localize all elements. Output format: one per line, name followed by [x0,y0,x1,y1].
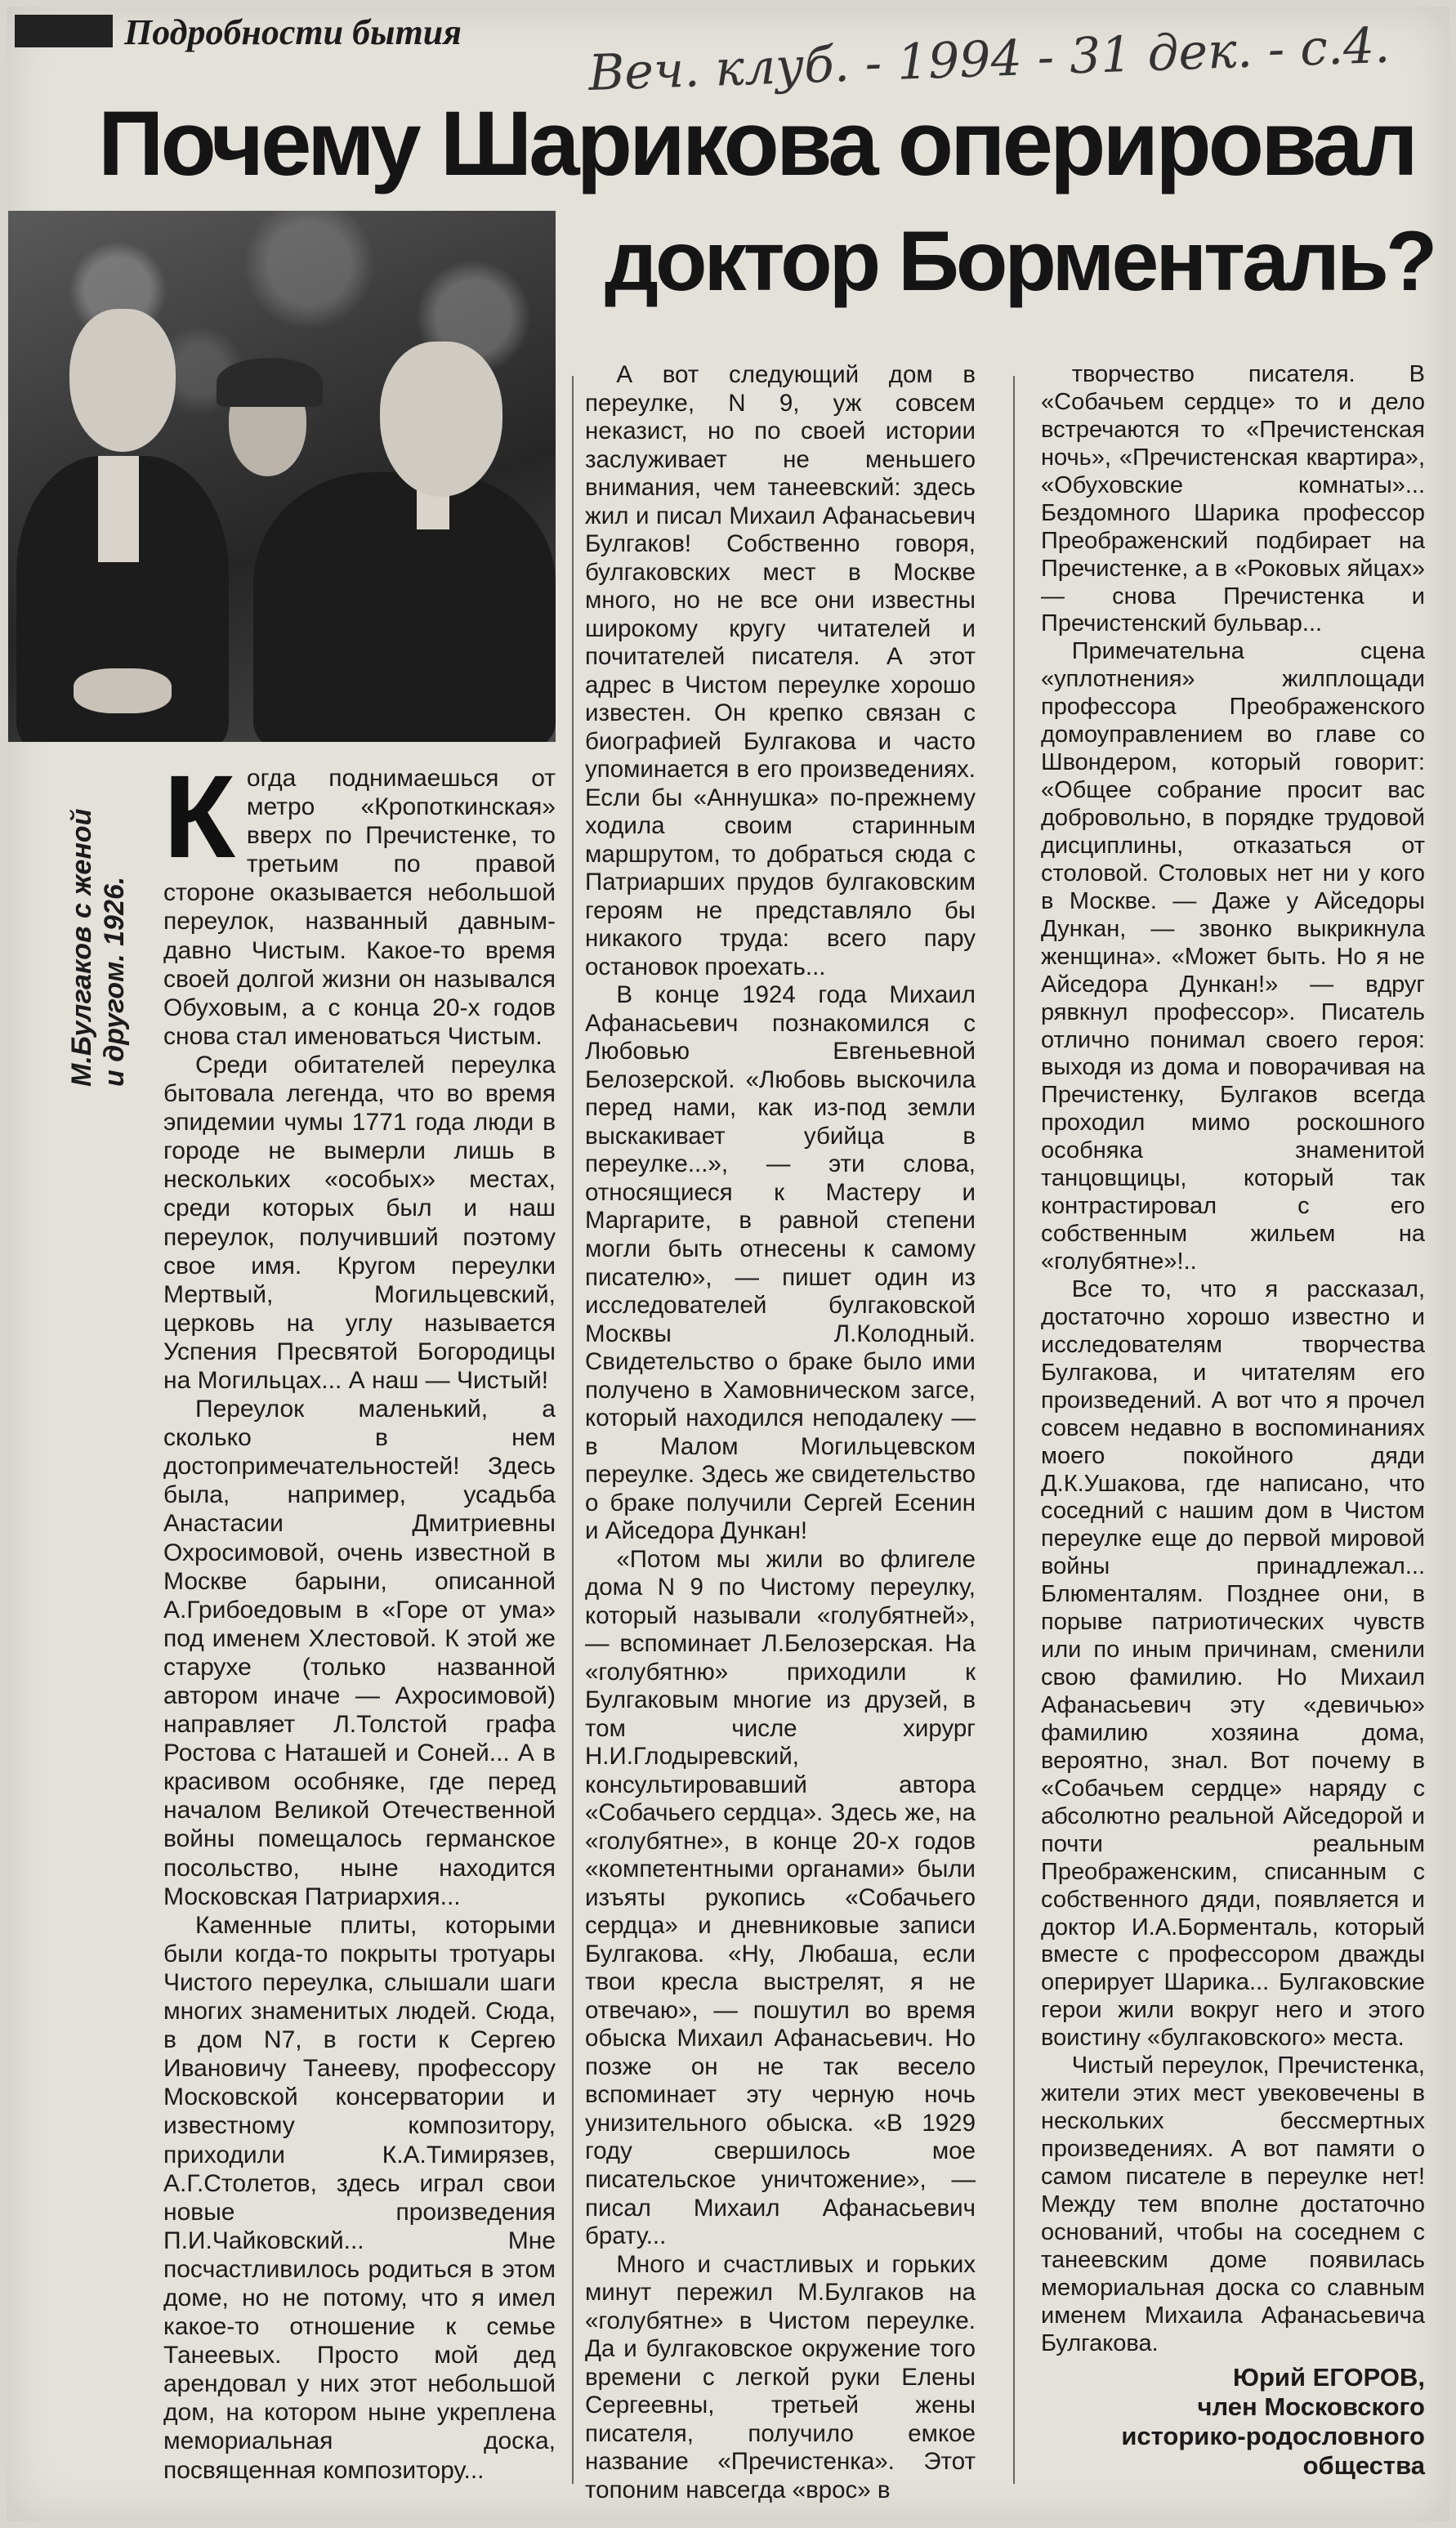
author-signature [1041,2363,1425,2481]
rubric-bar [15,15,113,47]
headline-line-2: доктор Борменталь? [605,214,1435,309]
bulgakov-photo [8,211,556,742]
photo-person-right-hand [74,668,172,713]
paragraph: творчество писателя. В «Собачьем сердце» то и дело встречаются то «Пречистенская ночь», «Пречистенская квартира», «Обуховские комнаты»... Бездомного Шарика профессор Преображенский подбирает на Пречистенке, а в «Роковых яйцах» — снова Пречистенка и Пречистенский бульвар... [1041,361,1425,637]
drop-cap: К [163,751,235,882]
photo-person-left-face [69,309,176,452]
photo-person-left-shirt [98,456,139,562]
paragraph: Каменные плиты, которыми были когда-то покрыты тротуары Чистого переулка, слышали шаги многих знаменитых людей. Сюда, в дом N7, в гости к Сергею Ивановичу Танееву, профессору Московской консерватории и известному композитору, приходили К.А.Тимирязев, А.Г.Столетов, здесь играл свои новые произведения П.И.Чайковский... Мне посчастливилось родиться в этом доме, но не потому, что я имел какое-то отношение к семье Танеевых. Просто мой дед арендовал у них этот небольшой дом, на котором ныне укреплена мемориальная доска, посвященная композитору... [163,1911,556,2484]
paragraph: Примечательна сцена «уплотнения» жилплощади профессора Преображенского домоуправлением во главе со Швондером, который говорит: «Общее собрание просит вас добровольно, в порядке трудовой дисциплины, отказаться от столовой. Столовых нет ни у кого в Москве. — Даже у Айседоры Дункан, — звонко выкрикнула женщина». «Может быть. Но я не Айседора Дункан!» — вдруг рявкнул профессор». Писатель отлично понимал своего героя: выходя из дома и поворачивая на Пречистенку, Булгаков всегда проходил мимо роскошного особняка знаменитой танцовщицы, который так контрастировал с его собственным жильем на «голубятне»!.. [1041,638,1425,1275]
author-title-line: общества [1302,2450,1425,2480]
paragraph: огда поднимаешься от метро «Кропоткинская» вверх по Пречистенке, то третьим по правой стороне оказывается небольшой переулок, названный давным-давно Чистым. Какое-то время своей долгой жизни он назывался Обуховым, а с конца 20-х годов снова стал именоваться Чистым. [163,765,556,1050]
photo-person-center-hair [217,358,323,407]
column-divider [1013,376,1015,2484]
paragraph: «Потом мы жили во флигеле дома N 9 по Чистому переулку, который называли «голубятней», — вспоминает Л.Белозерская. На «голубятню» приходили к Булгаковым многие из друзей, в том числе хирург Н.И.Глодыревский, консультировавший автора «Собачьего сердца». Здесь же, на «голубятне», в конце 20-х годов «компетентными органами» были изъяты рукопись «Собачьего сердца» и дневниковые записи Булгакова. «Ну, Любаша, если твои кресла выстрелят, я не отвечаю», — пошутил во время обыска Михаил Афанасьевич. Но позже он не так весело вспоминает эту черную ночь унизительного обыска. «В 1929 году свершилось мое писательское уничтожение», — писал Михаил Афанасьевич брату... [585,1545,976,2250]
paragraph: Среди обитателей переулка бытовала легенда, что во время эпидемии чумы 1771 года люди в городе не вымерли лишь в нескольких «особых» местах, среди которых был и наш переулок, получивший поэтому свое имя. Кругом переулки Мертвый, Могильцевский, церковь на углу называется Успения Пресвятой Богородицы на Могильцах... А наш — Чистый! [163,1051,556,1394]
photo-caption-line-2: и другом. 1926. [99,876,130,1087]
article-column-1 [163,751,556,2485]
photo-caption-line-1: М.Булгаков с женой [66,808,97,1087]
photo-caption [65,809,131,1087]
article-column-3 [1041,361,1425,2481]
paragraph: Чистый переулок, Пречистенка, жители этих мест увековечены в нескольких бессмертных произведениях. А вот памяти о самом писателе в переулке нет! Между тем вполне достаточно оснований, чтобы на соседнем с танеевским доме появилась мемориальная доска со славным именем Михаила Афанасьевича Булгакова. [1041,2052,1425,2356]
author-name: Юрий ЕГОРОВ, [1233,2362,1425,2392]
paragraph: В конце 1924 года Михаил Афанасьевич познакомился с Любовью Евгеньевной Белозерской. «Любовь выскочила перед нами, как из-под земли выскакивает убийца в переулке...», — эти слова, относящиеся к Мастеру и Маргарите, в равной степени могли быть отнесены к самому писателю», — пишет один из исследователей булгаковской Москвы Л.Колодный. Свидетельство о браке было ими получено в Хамовническом загсе, который находился неподалеку — в Малом Могильцевском переулке. Здесь же свидетельство о браке получили Сергей Есенин и Айседора Дункан! [585,981,976,1545]
rubric-label: Подробности бытия [124,12,462,52]
photo-person-right-face [380,342,502,497]
paragraph: А вот следующий дом в переулке, N 9, уж совсем неказист, но по своей истории заслуживает не меньшего внимания, чем танеевский: здесь жил и писал Михаил Афанасьевич Булгаков! Собственно говоря, булгаковских мест в Москве много, но не все они известны широкому кругу читателей и почитателей писателя. А этот адрес в Чистом переулке хорошо известен. Он крепко связан с биографией Булгакова и часто упоминается в его произведениях. Если бы «Аннушка» по-прежнему ходила своим старинным маршрутом, то добраться сюда с Патриарших прудов булгаковским героям не представляло бы никакого труда: всего пару остановок проехать... [585,361,976,980]
photo-person-right-body [253,472,556,742]
paragraph: Все то, что я рассказал, достаточно хорошо известно и исследователям творчества Булгакова, и читателям его произведений. А вот что я прочел совсем недавно в воспоминаниях моего покойного дяди Д.К.Ушакова, где написано, что соседний с нашим дом в Чистом переулке еще до первой мировой войны принадлежал... Блюменталям. Позднее они, в порыве патриотических чувств или по иным причинам, сменили свою фамилию. Но Михаил Афанасьевич эту «девичью» фамилию хозяина дома, вероятно, знал. Вот почему в «Собачьем сердце» наряду с абсолютно реальной Айседорой и почти реальным Преображенским, списанным с собственного дяди, появляется и доктор И.А.Борменталь, который вместе с профессором дважды оперирует Шарика... Булгаковские герои жили вокруг него и этого воистину «булгаковского» места. [1041,1275,1425,2052]
paragraph: Переулок маленький, а сколько в нем достопримечательностей! Здесь была, например, усадьба Анастасии Дмитриевны Охросимовой, очень известной в Москве барыни, описанной А.Грибоедовым в «Горе от ума» под именем Хлестовой. К этой же старухе (только названной автором иначе — Ахросимовой) направляет Л.Толстой графа Ростова с Наташей и Соней... А в красивом особняке, где перед началом Великой Отечественной войны помещалось германское посольство, ныне находится Московская Патриархия... [163,1396,556,1910]
handwritten-source-note: Веч. клуб. - 1994 - 31 дек. - с.4. [587,16,1391,102]
article-column-2 [585,361,976,2504]
column-divider [572,376,574,2484]
author-title-line: член Московского [1197,2392,1425,2421]
headline-line-1: Почему Шарикова оперировал [98,92,1415,194]
author-title-line: историко-родословного [1121,2421,1425,2450]
paragraph: Много и счастливых и горьких минут пережил М.Булгаков на «голубятне» в Чистом переулке. Да и булгаковское окружение того времени с легкой руки Елены Сергеевны, третьей жены писателя, получило емкое название «Пречистенка». Этот топоним навсегда «врос» в [585,2250,976,2503]
